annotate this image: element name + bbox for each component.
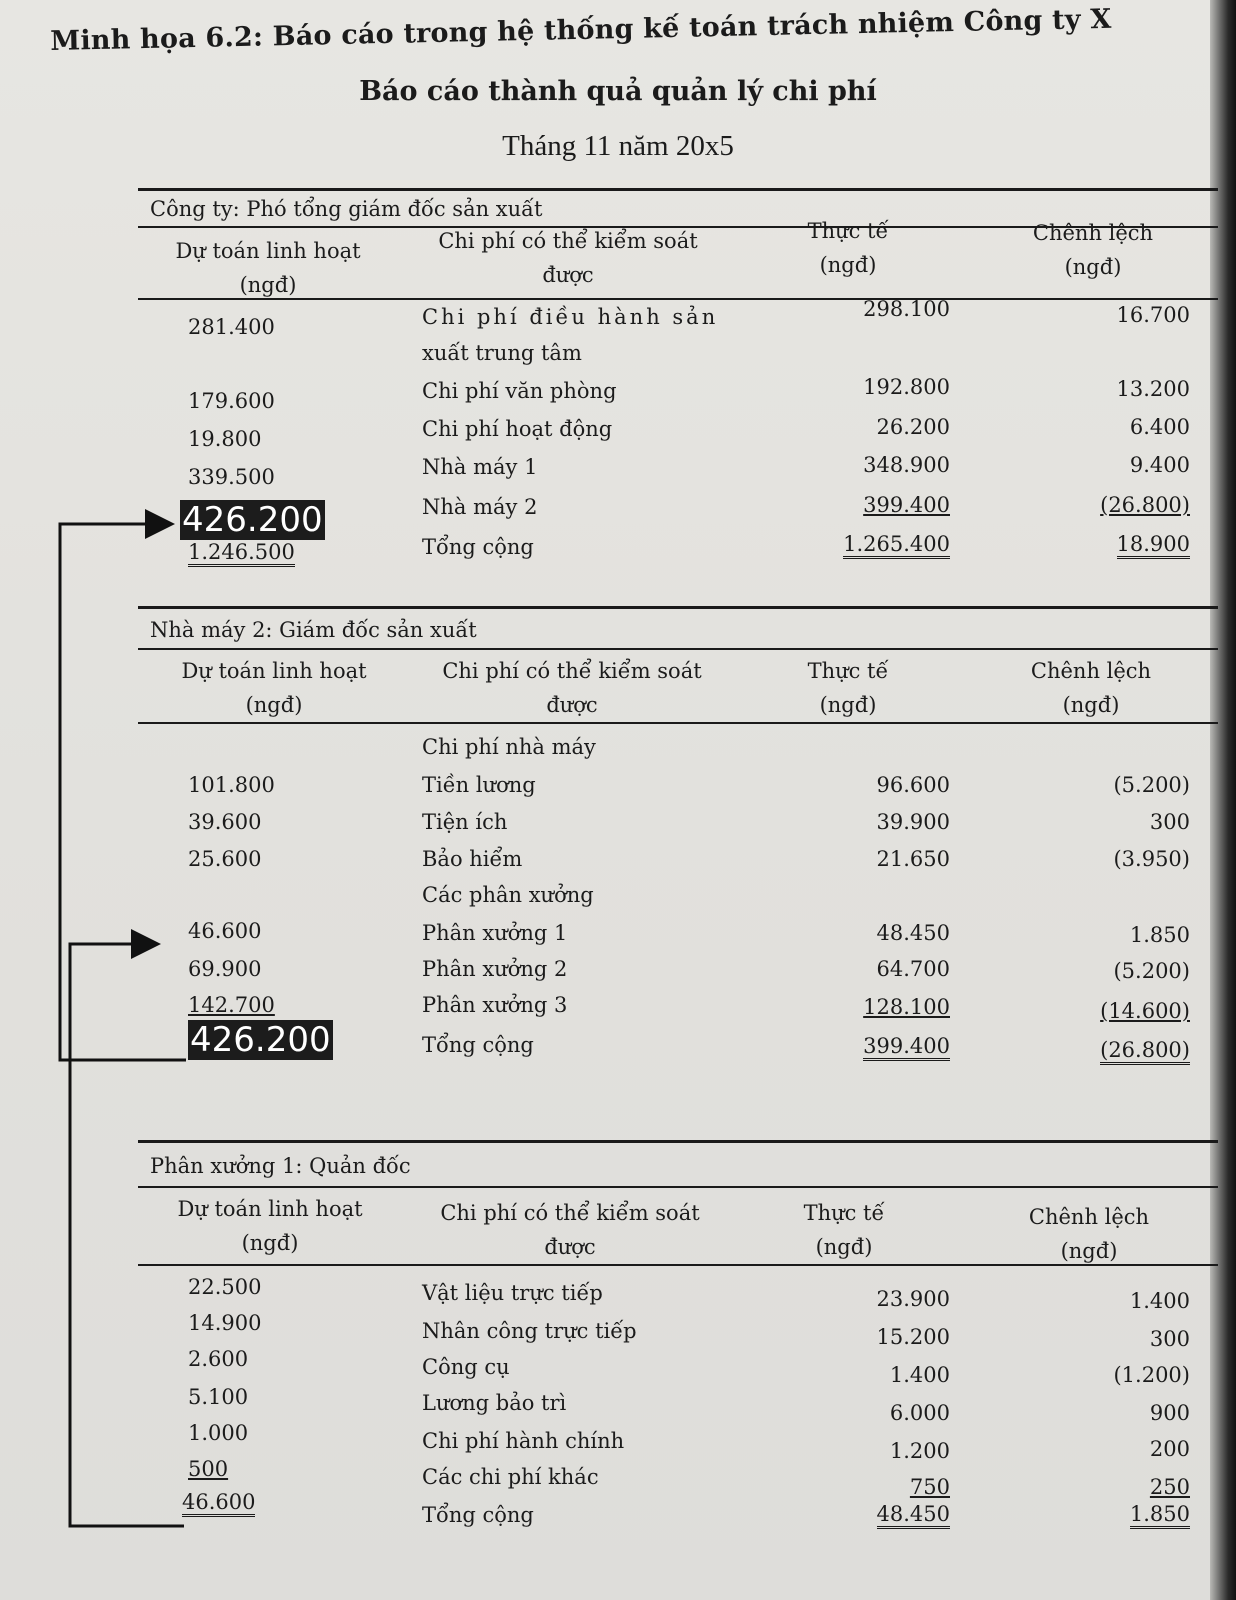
actual-value: 348.900 (863, 453, 950, 477)
actual-value: 64.700 (876, 957, 950, 981)
arrow-workshop1-to-plant2 (70, 944, 184, 1526)
total-label: Tổng cộng (422, 535, 534, 559)
budget-total: 46.600 (182, 1490, 255, 1517)
header-controllable-line2: được (544, 1235, 596, 1259)
variance-value: (5.200) (1113, 959, 1190, 983)
section-title: Phân xưởng 1: Quản đốc (150, 1154, 411, 1178)
variance-total: 1.850 (1130, 1502, 1190, 1529)
variance-value: (3.950) (1113, 847, 1190, 871)
variance-value: 200 (1149, 1437, 1190, 1461)
header-variance-line2: (ngđ) (1062, 693, 1120, 717)
cost-item: Công cụ (422, 1355, 510, 1379)
budget-total: 1.246.500 (188, 540, 295, 567)
actual-value: 39.900 (876, 810, 950, 834)
section-title: Công ty: Phó tổng giám đốc sản xuất (150, 197, 543, 221)
budget-value: 142.700 (188, 993, 275, 1017)
cost-item: Vật liệu trực tiếp (422, 1281, 603, 1305)
actual-value: 48.450 (876, 921, 950, 945)
cost-item: Nhà máy 2 (422, 495, 538, 519)
variance-value: (5.200) (1113, 773, 1190, 797)
header-controllable-line1: Chi phí có thể kiểm soát (440, 1201, 700, 1225)
variance-value: 300 (1149, 1327, 1190, 1351)
section-title: Nhà máy 2: Giám đốc sản xuất (150, 618, 477, 642)
budget-value: 339.500 (188, 465, 275, 489)
group-label: Các phân xưởng (422, 883, 594, 907)
budget-value: 25.600 (188, 847, 262, 871)
header-actual-line2: (ngđ) (819, 693, 877, 717)
cost-item: Chi phí hành chính (422, 1429, 625, 1453)
variance-value: 13.200 (1116, 377, 1190, 401)
cost-item: Chi phí văn phòng (422, 379, 617, 403)
variance-value: 16.700 (1116, 303, 1190, 327)
header-budget-line2: (ngđ) (241, 1231, 299, 1255)
budget-value: 5.100 (188, 1385, 249, 1409)
actual-value: 192.800 (863, 375, 950, 399)
cost-item: Lương bảo trì (422, 1391, 567, 1415)
header-controllable-line2: được (542, 263, 594, 287)
variance-value: (26.800) (1100, 493, 1190, 517)
actual-total: 1.265.400 (843, 532, 950, 559)
header-budget-line1: Dự toán linh hoạt (181, 659, 367, 683)
variance-value: 250 (1149, 1475, 1190, 1499)
actual-value: 96.600 (876, 773, 950, 797)
actual-value: 26.200 (876, 415, 950, 439)
variance-value: 6.400 (1129, 415, 1190, 439)
cost-item: Nhà máy 1 (422, 455, 538, 479)
header-variance-line1: Chênh lệch (1030, 659, 1152, 683)
actual-value: 6.000 (889, 1401, 950, 1425)
group-label: Chi phí nhà máy (422, 735, 596, 759)
arrow-plant2-to-company (60, 524, 186, 1060)
header-variance-line2: (ngđ) (1060, 1239, 1118, 1263)
cost-item: Phân xưởng 2 (422, 957, 568, 981)
cost-item: Nhân công trực tiếp (422, 1319, 637, 1343)
header-actual-line2: (ngđ) (819, 253, 877, 277)
total-label: Tổng cộng (422, 1503, 534, 1527)
budget-value: 14.900 (188, 1311, 262, 1335)
variance-value: 1.850 (1129, 923, 1190, 947)
highlight-plant2-total: 426.200 (190, 1020, 331, 1060)
actual-value: 128.100 (863, 995, 950, 1019)
actual-value: 23.900 (876, 1287, 950, 1311)
cost-item-cont: xuất trung tâm (422, 341, 582, 365)
header-budget-line2: (ngđ) (239, 273, 297, 297)
variance-value: 1.400 (1129, 1289, 1190, 1313)
header-actual-line1: Thực tế (807, 219, 889, 243)
cost-item: Phân xưởng 3 (422, 993, 568, 1017)
budget-value: 39.600 (188, 810, 262, 834)
cost-item: Tiện ích (422, 810, 508, 834)
actual-value: 21.650 (876, 847, 950, 871)
variance-total: (26.800) (1100, 1038, 1190, 1065)
budget-value: 1.000 (188, 1421, 249, 1445)
header-budget-line2: (ngđ) (245, 693, 303, 717)
actual-value: 750 (909, 1475, 950, 1499)
budget-value: 2.600 (188, 1347, 249, 1371)
header-variance-line1: Chênh lệch (1032, 221, 1154, 245)
actual-total: 399.400 (863, 1034, 950, 1061)
header-controllable-line1: Chi phí có thể kiểm soát (442, 659, 702, 683)
budget-value: 22.500 (188, 1275, 262, 1299)
cost-item: Phân xưởng 1 (422, 921, 568, 945)
budget-value: 281.400 (188, 315, 275, 339)
header-actual-line1: Thực tế (803, 1201, 885, 1225)
cost-item: Tiền lương (422, 773, 536, 797)
cost-item: Chi phí hoạt động (422, 417, 613, 441)
exhibit-title: Minh họa 6.2: Báo cáo trong hệ thống kế toán trách nhiệm Công ty X (50, 3, 1112, 57)
variance-total: 18.900 (1117, 532, 1190, 559)
budget-value: 69.900 (188, 957, 262, 981)
header-controllable-line2: được (546, 693, 598, 717)
header-actual-line1: Thực tế (807, 659, 889, 683)
cost-item: Bảo hiểm (422, 847, 523, 871)
actual-value: 1.400 (889, 1363, 950, 1387)
budget-value: 179.600 (188, 389, 275, 413)
total-label: Tổng cộng (422, 1033, 534, 1057)
budget-value: 101.800 (188, 773, 275, 797)
variance-value: 900 (1149, 1401, 1190, 1425)
actual-value: 298.100 (863, 297, 950, 321)
variance-value: 9.400 (1129, 453, 1190, 477)
highlight-plant2-budget: 426.200 (182, 500, 323, 540)
variance-value: (1.200) (1113, 1363, 1190, 1387)
cost-item: Các chi phí khác (422, 1465, 599, 1489)
header-budget-line1: Dự toán linh hoạt (177, 1197, 363, 1221)
header-actual-line2: (ngđ) (815, 1235, 873, 1259)
header-budget-line1: Dự toán linh hoạt (175, 239, 361, 263)
actual-value: 15.200 (876, 1325, 950, 1349)
variance-value: (14.600) (1100, 999, 1190, 1023)
report-period: Tháng 11 năm 20x5 (502, 130, 734, 162)
variance-value: 300 (1149, 810, 1190, 834)
report-title: Báo cáo thành quả quản lý chi phí (359, 76, 877, 107)
budget-value: 500 (188, 1457, 229, 1481)
header-controllable-line1: Chi phí có thể kiểm soát (438, 229, 698, 253)
header-variance-line2: (ngđ) (1064, 255, 1122, 279)
actual-value: 1.200 (889, 1439, 950, 1463)
budget-value: 19.800 (188, 427, 262, 451)
header-variance-line1: Chênh lệch (1028, 1205, 1150, 1229)
actual-total: 48.450 (877, 1502, 950, 1529)
cost-item: Chi phí điều hành sản (422, 305, 719, 329)
budget-value: 46.600 (188, 919, 262, 943)
actual-value: 399.400 (863, 493, 950, 517)
